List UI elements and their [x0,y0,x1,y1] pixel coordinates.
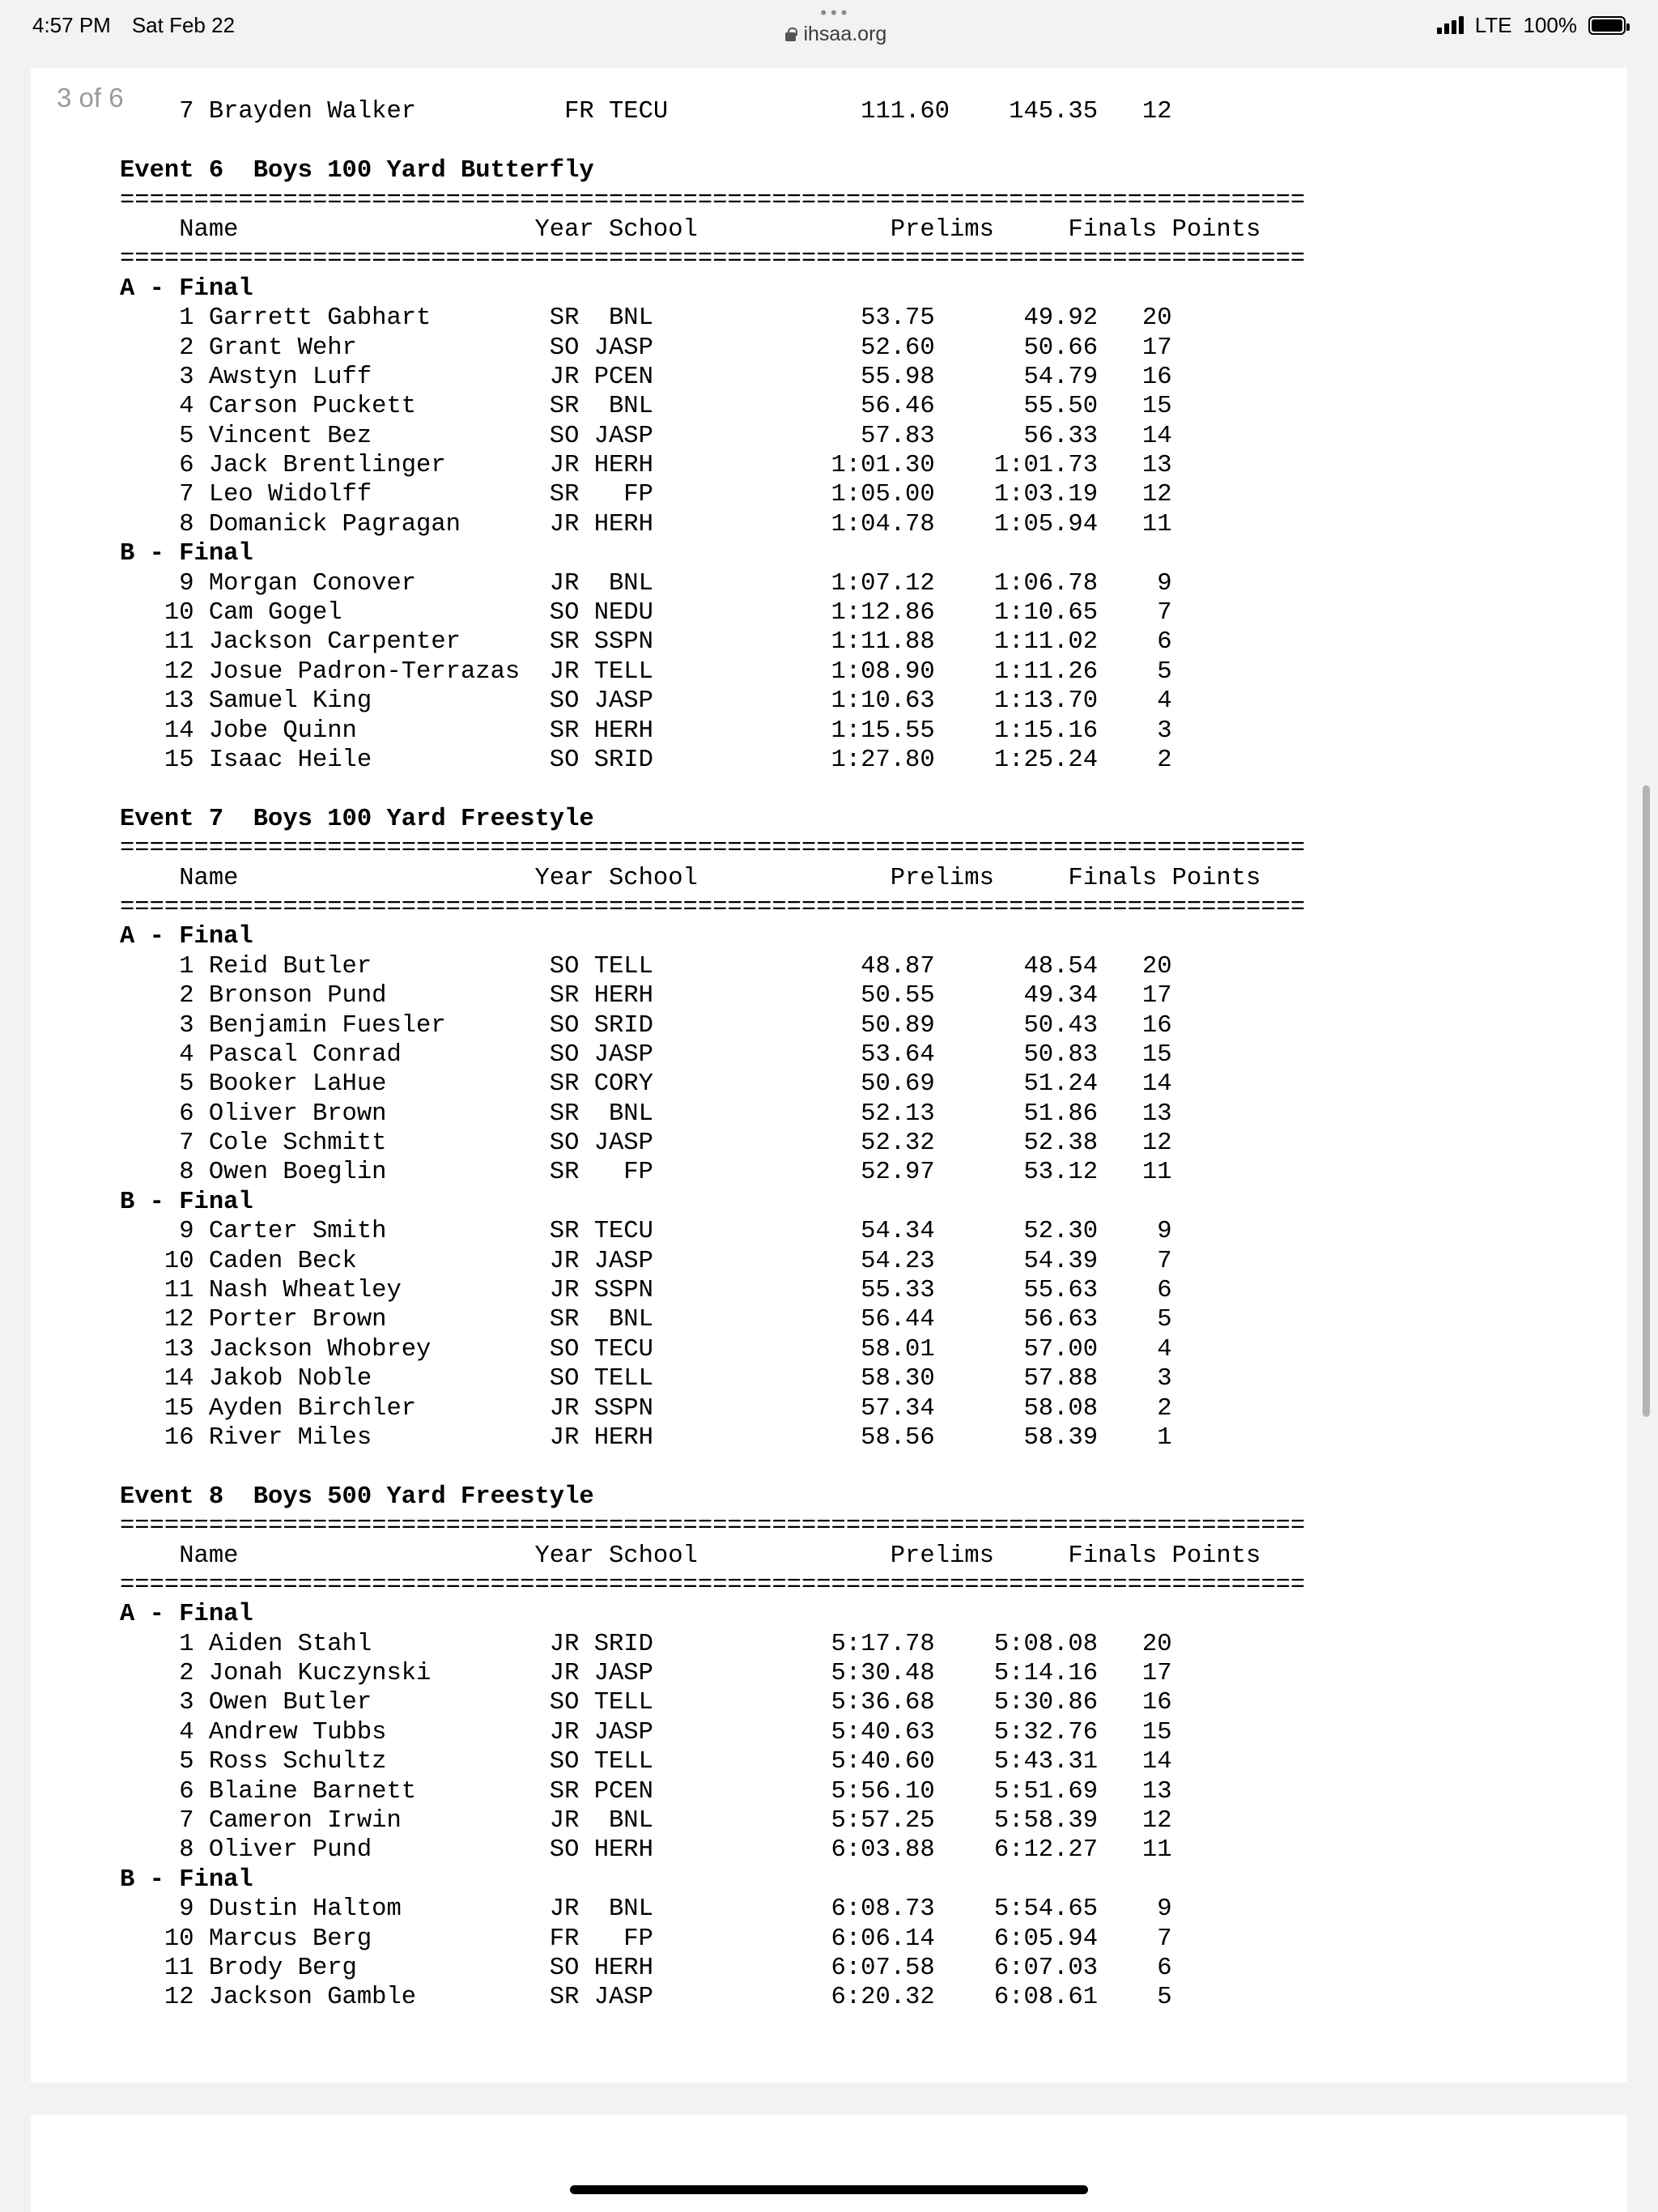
table-row: 9 Morgan Conover JR BNL 1:07.12 1:06.78 9 [120,569,1172,598]
final-section-label: A - Final [120,1601,253,1629]
table-row: 14 Jakob Noble SO TELL 58.30 57.88 3 [120,1365,1172,1393]
spacer [120,68,1545,97]
table-row: 12 Jackson Gamble SR JASP 6:20.32 6:08.61 5 [120,1984,1172,2012]
table-row: 2 Jonah Kuczynski JR JASP 5:30.48 5:14.16 17 [120,1660,1172,1688]
table-row: 4 Carson Puckett SR BNL 56.46 55.50 15 [120,393,1172,421]
table-row: 9 Dustin Haltom JR BNL 6:08.73 5:54.65 9 [120,1895,1172,1924]
table-row: 10 Marcus Berg FR FP 6:06.14 6:05.94 7 [120,1925,1172,1953]
table-row: 15 Ayden Birchler JR SSPN 57.34 58.08 2 [120,1394,1172,1423]
network-type-label: LTE [1474,12,1512,37]
url-text: ihsaa.org [803,22,887,45]
status-bar [0,0,1658,50]
table-row: 8 Owen Boeglin SR FP 52.97 53.12 11 [120,1159,1172,1187]
table-row: 9 Carter Smith SR TECU 54.34 52.30 9 [120,1218,1172,1246]
table-row: 14 Jobe Quinn SR HERH 1:15.55 1:15.16 3 [120,717,1172,745]
battery-percent-label: 100% [1523,12,1577,37]
table-row: 7 Cole Schmitt SO JASP 52.32 52.38 12 [120,1129,1172,1158]
table-row: 8 Oliver Pund SO HERH 6:03.88 6:12.27 11 [120,1836,1172,1865]
event-title-2: Event 7 Boys 100 Yard Freestyle [120,805,594,833]
table-row: 13 Samuel King SO JASP 1:10.63 1:13.70 4 [120,687,1172,716]
spacer [120,1453,1545,1482]
vertical-scrollbar[interactable] [1643,785,1650,1417]
tab-overview-dots-icon[interactable]: ••• [820,2,852,23]
event-title-3: Event 8 Boys 500 Yard Freestyle [120,1482,594,1511]
table-row: 3 Benjamin Fuesler SO SRID 50.89 50.43 16 [120,1011,1172,1040]
table-row: 4 Pascal Conrad SO JASP 53.64 50.83 15 [120,1040,1172,1069]
table-row: 6 Jack Brentlinger JR HERH 1:01.30 1:01.73 13 [120,452,1172,480]
document-text [120,68,1545,2013]
status-date: Sat Feb 22 [131,12,236,37]
table-header: Name Year School Prelims Finals Points [120,1542,1261,1570]
status-time: 4:57 PM [32,12,111,37]
table-row: 5 Ross Schultz SO TELL 5:40.60 5:43.31 14 [120,1748,1172,1776]
result-row: 7 Brayden Walker FR TECU 111.60 145.35 12 [120,98,1172,126]
table-row: 16 River Miles JR HERH 58.56 58.39 1 [120,1423,1172,1452]
spacer [120,127,1545,156]
battery-icon [1588,16,1626,35]
table-row: 7 Leo Widolff SR FP 1:05.00 1:03.19 12 [120,481,1172,509]
table-header: Name Year School Prelims Finals Points [120,864,1261,892]
status-right [1437,13,1626,38]
table-rule-bottom: ================================================================================ [120,893,1306,921]
table-header: Name Year School Prelims Finals Points [120,215,1261,244]
table-row: 6 Oliver Brown SR BNL 52.13 51.86 13 [120,1100,1172,1128]
table-row: 3 Awstyn Luff JR PCEN 55.98 54.79 16 [120,363,1172,391]
signal-bars-icon [1437,16,1464,34]
table-row: 5 Booker LaHue SR CORY 50.69 51.24 14 [120,1070,1172,1099]
table-row: 12 Porter Brown SR BNL 56.44 56.63 5 [120,1306,1172,1334]
table-row: 11 Nash Wheatley JR SSPN 55.33 55.63 6 [120,1277,1172,1305]
event-title-1: Event 6 Boys 100 Yard Butterfly [120,157,594,185]
home-indicator[interactable] [570,2185,1088,2194]
status-left [32,13,235,38]
page-indicator: 3 of 6 [57,83,124,113]
table-row: 4 Andrew Tubbs JR JASP 5:40.63 5:32.76 15 [120,1718,1172,1746]
table-rule-bottom: ================================================================================ [120,1571,1306,1599]
table-rule-top: ================================================================================ [120,1512,1306,1541]
table-row: 2 Grant Wehr SO JASP 52.60 50.66 17 [120,334,1172,362]
table-row: 11 Brody Berg SO HERH 6:07.58 6:07.03 6 [120,1955,1172,1982]
table-rule-top: ================================================================================ [120,835,1306,863]
next-pdf-page [31,2115,1627,2212]
table-row: 13 Jackson Whobrey SO TECU 58.01 57.00 4 [120,1335,1172,1363]
final-section-label: B - Final [120,1865,253,1894]
table-row: 1 Aiden Stahl JR SRID 5:17.78 5:08.08 20 [120,1630,1172,1658]
table-row: 3 Owen Butler SO TELL 5:36.68 5:30.86 16 [120,1689,1172,1717]
table-row: 8 Domanick Pagragan JR HERH 1:04.78 1:05.94 11 [120,510,1172,538]
table-rule-bottom: ================================================================================ [120,245,1306,274]
final-section-label: A - Final [120,274,253,303]
table-row: 7 Cameron Irwin JR BNL 5:57.25 5:58.39 12 [120,1807,1172,1836]
table-row: 5 Vincent Bez SO JASP 57.83 56.33 14 [120,422,1172,450]
table-row: 2 Bronson Pund SR HERH 50.55 49.34 17 [120,982,1172,1010]
table-row: 10 Cam Gogel SO NEDU 1:12.86 1:10.65 7 [120,599,1172,627]
spacer [120,775,1545,804]
table-row: 15 Isaac Heile SO SRID 1:27.80 1:25.24 2 [120,746,1172,774]
table-row: 1 Garrett Gabhart SR BNL 53.75 49.92 20 [120,304,1172,333]
final-section-label: A - Final [120,923,253,951]
url-bar[interactable] [784,23,886,46]
lock-icon [784,27,797,42]
table-row: 1 Reid Butler SO TELL 48.87 48.54 20 [120,952,1172,981]
final-section-label: B - Final [120,540,253,568]
browser-address-area[interactable] [235,2,1437,46]
final-section-label: B - Final [120,1188,253,1216]
table-row: 6 Blaine Barnett SR PCEN 5:56.10 5:51.69 13 [120,1777,1172,1806]
table-row: 11 Jackson Carpenter SR SSPN 1:11.88 1:11.02 6 [120,628,1172,657]
table-row: 10 Caden Beck JR JASP 54.23 54.39 7 [120,1247,1172,1275]
pdf-page [31,68,1627,2082]
table-rule-top: ================================================================================ [120,186,1306,215]
table-row: 12 Josue Padron-Terrazas JR TELL 1:08.90 1:11.26 5 [120,657,1172,686]
